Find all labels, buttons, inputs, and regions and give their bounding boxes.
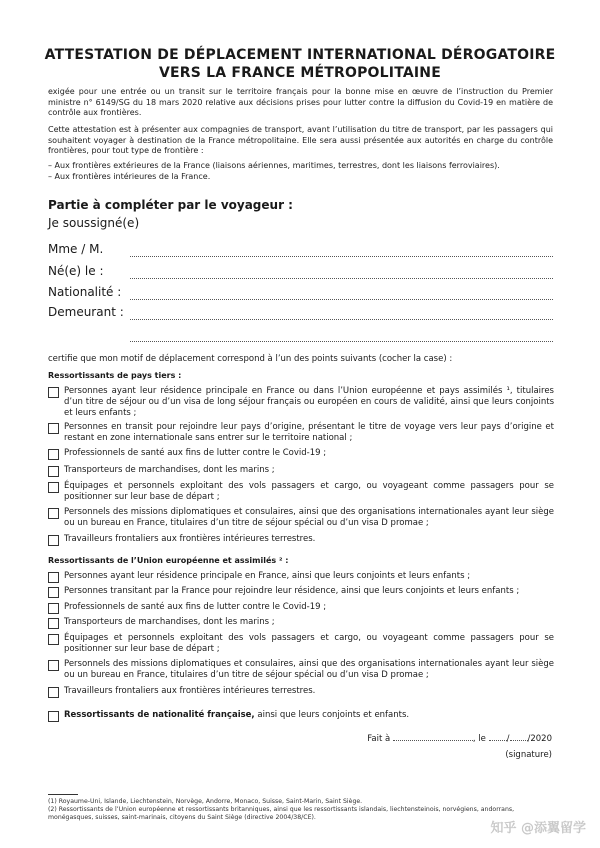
field-address-line[interactable] <box>130 318 553 320</box>
option-label: Transporteurs de marchandises, dont les marins ; <box>64 617 275 627</box>
fait-month-line[interactable] <box>510 739 528 741</box>
checkbox[interactable] <box>48 423 59 434</box>
field-nationality[interactable] <box>48 285 553 301</box>
option-label: Équipages et personnels exploitant des vols passagers et cargo, ou voyageant comme passagers pour se positionner sur leur base de départ ; <box>64 481 554 502</box>
option-label: Travailleurs frontaliers aux frontières intérieures terrestres. <box>64 686 316 696</box>
field-name-label: Mme / M. <box>48 242 104 256</box>
footnote-2: (2) Ressortissants de l’Union européenne et ressortissants britanniques, ainsi que les ressortissants islandais, liechtensteinois, norvégiens, andorrans, monégasques, suisses, saint-marinais, citoyens du Saint Siège (directive 2004/38/CE). <box>48 806 515 821</box>
fait-year: /2020 <box>527 734 552 744</box>
checkbox[interactable] <box>48 587 59 598</box>
checkbox[interactable] <box>48 618 59 629</box>
soussigne-label: Je soussigné(e) <box>48 216 140 230</box>
checkbox[interactable] <box>48 634 59 645</box>
title-line-1: ATTESTATION DE DÉPLACEMENT INTERNATIONAL DÉROGATOIRE <box>44 47 556 63</box>
checkbox[interactable] <box>48 535 59 546</box>
voyageur-heading: Partie à compléter par le voyageur : <box>48 198 293 212</box>
field-birthdate-label: Né(e) le : <box>48 264 104 278</box>
option-label: Personnels des missions diplomatiques et consulaires, ainsi que des organisations internationales ayant leur siège ou un bureau en France, titulaires d’un titre de séjour spécial ou d’un visa D promae ; <box>64 507 554 528</box>
fait-slash: / <box>506 734 510 744</box>
field-nationality-label: Nationalité : <box>48 285 122 299</box>
footnote-divider <box>48 794 78 795</box>
checkbox[interactable] <box>48 482 59 493</box>
fait-le-label: , le <box>472 734 486 744</box>
field-name[interactable] <box>48 242 553 258</box>
field-address-label: Demeurant : <box>48 305 124 319</box>
intro-paragraph-1: exigée pour une entrée ou un transit sur le territoire français pour la bonne mise en œuvre de l’instruction du Premier ministre n° 6149/SG du 18 mars 2020 relative aux décisions prises pour lutter contre la diffusion du Covid-19 en matière de contrôle aux frontières. <box>48 87 553 117</box>
fait-place-line[interactable] <box>393 739 473 741</box>
checkbox[interactable] <box>48 660 59 671</box>
option-label: Transporteurs de marchandises, dont les marins ; <box>64 465 275 475</box>
page-title <box>0 46 600 82</box>
option-label: Personnes ayant leur résidence principale en France, ainsi que leurs conjoints et leurs enfants ; <box>64 571 471 581</box>
field-birthdate[interactable] <box>48 264 553 280</box>
certifie-text: certifie que mon motif de déplacement correspond à l’un des points suivants (cocher la case) : <box>48 354 453 364</box>
field-birthdate-line[interactable] <box>130 277 553 279</box>
ue-heading: Ressortissants de l’Union européenne et assimilés ² : <box>48 556 289 565</box>
option-label: Personnels des missions diplomatiques et consulaires, ainsi que des organisations internationales ayant leur siège ou un bureau en France, titulaires d’un titre de séjour spécial ou d’un visa D promae ; <box>64 659 554 680</box>
field-address[interactable] <box>48 305 553 321</box>
checkbox[interactable] <box>48 711 59 722</box>
watermark: 知乎 @添翼留学 <box>490 821 586 836</box>
option-label: Personnes ayant leur résidence principale en France ou dans l’Union européenne et pays assimilés ¹, titulaires d’un titre de séjour ou d’un visa de long séjour français ou européen en cours de validité, ainsi que leurs conjoints et leurs enfants ; <box>64 386 554 418</box>
field-name-line[interactable] <box>130 255 553 257</box>
signature-label: (signature) <box>505 750 552 760</box>
intro-paragraph-2: Cette attestation est à présenter aux compagnies de transport, avant l’utilisation du titre de transport, par les passagers qui souhaitent voyager à destination de la France métropolitaine. Elle sera aussi présentée aux autorités en charge du contrôle frontières, pour tout type de frontière : <box>48 125 553 155</box>
checkbox[interactable] <box>48 508 59 519</box>
footnote-1: (1) Royaume-Uni, Islande, Liechtenstein, Norvège, Andorre, Monaco, Suisse, Saint-Marin, Saint Siège. <box>48 798 363 805</box>
fait-day-line[interactable] <box>489 739 507 741</box>
option-label: Professionnels de santé aux fins de lutter contre le Covid-19 ; <box>64 602 327 612</box>
checkbox[interactable] <box>48 466 59 477</box>
checkbox[interactable] <box>48 603 59 614</box>
option-label: Équipages et personnels exploitant des vols passagers et cargo, ou voyageant comme passagers pour se positionner sur leur base de départ ; <box>64 633 554 654</box>
field-address-line-2[interactable] <box>130 340 553 342</box>
fait-line <box>367 734 552 744</box>
option-label <box>64 710 554 721</box>
field-nationality-line[interactable] <box>130 298 553 300</box>
fait-a-label: Fait à <box>367 734 391 744</box>
option-label: Personnes transitant par la France pour rejoindre leur résidence, ainsi que leurs conjoints et leurs enfants ; <box>64 586 520 596</box>
pays-tiers-heading: Ressortissants de pays tiers : <box>48 371 182 380</box>
option-label: Professionnels de santé aux fins de lutter contre le Covid-19 ; <box>64 448 327 458</box>
intro-bullet-2: – Aux frontières intérieures de la France. <box>48 172 211 181</box>
checkbox[interactable] <box>48 687 59 698</box>
option-label: Personnes en transit pour rejoindre leur pays d’origine, présentant le titre de voyage vers leur pays d’origine et restant en zone internationale sans entrer sur le territoire national ; <box>64 422 554 443</box>
francais-label-rest: ainsi que leurs conjoints et enfants. <box>254 710 410 720</box>
intro-bullet-1: – Aux frontières extérieures de la France (liaisons aériennes, maritimes, terrestres, dont les liaisons ferroviaires). <box>48 161 500 170</box>
checkbox[interactable] <box>48 387 59 398</box>
option-label: Travailleurs frontaliers aux frontières intérieures terrestres. <box>64 534 316 544</box>
title-line-2: VERS LA FRANCE MÉTROPOLITAINE <box>159 65 441 81</box>
checkbox[interactable] <box>48 572 59 583</box>
checkbox[interactable] <box>48 449 59 460</box>
francais-label-bold: Ressortissants de nationalité française, <box>64 710 255 720</box>
